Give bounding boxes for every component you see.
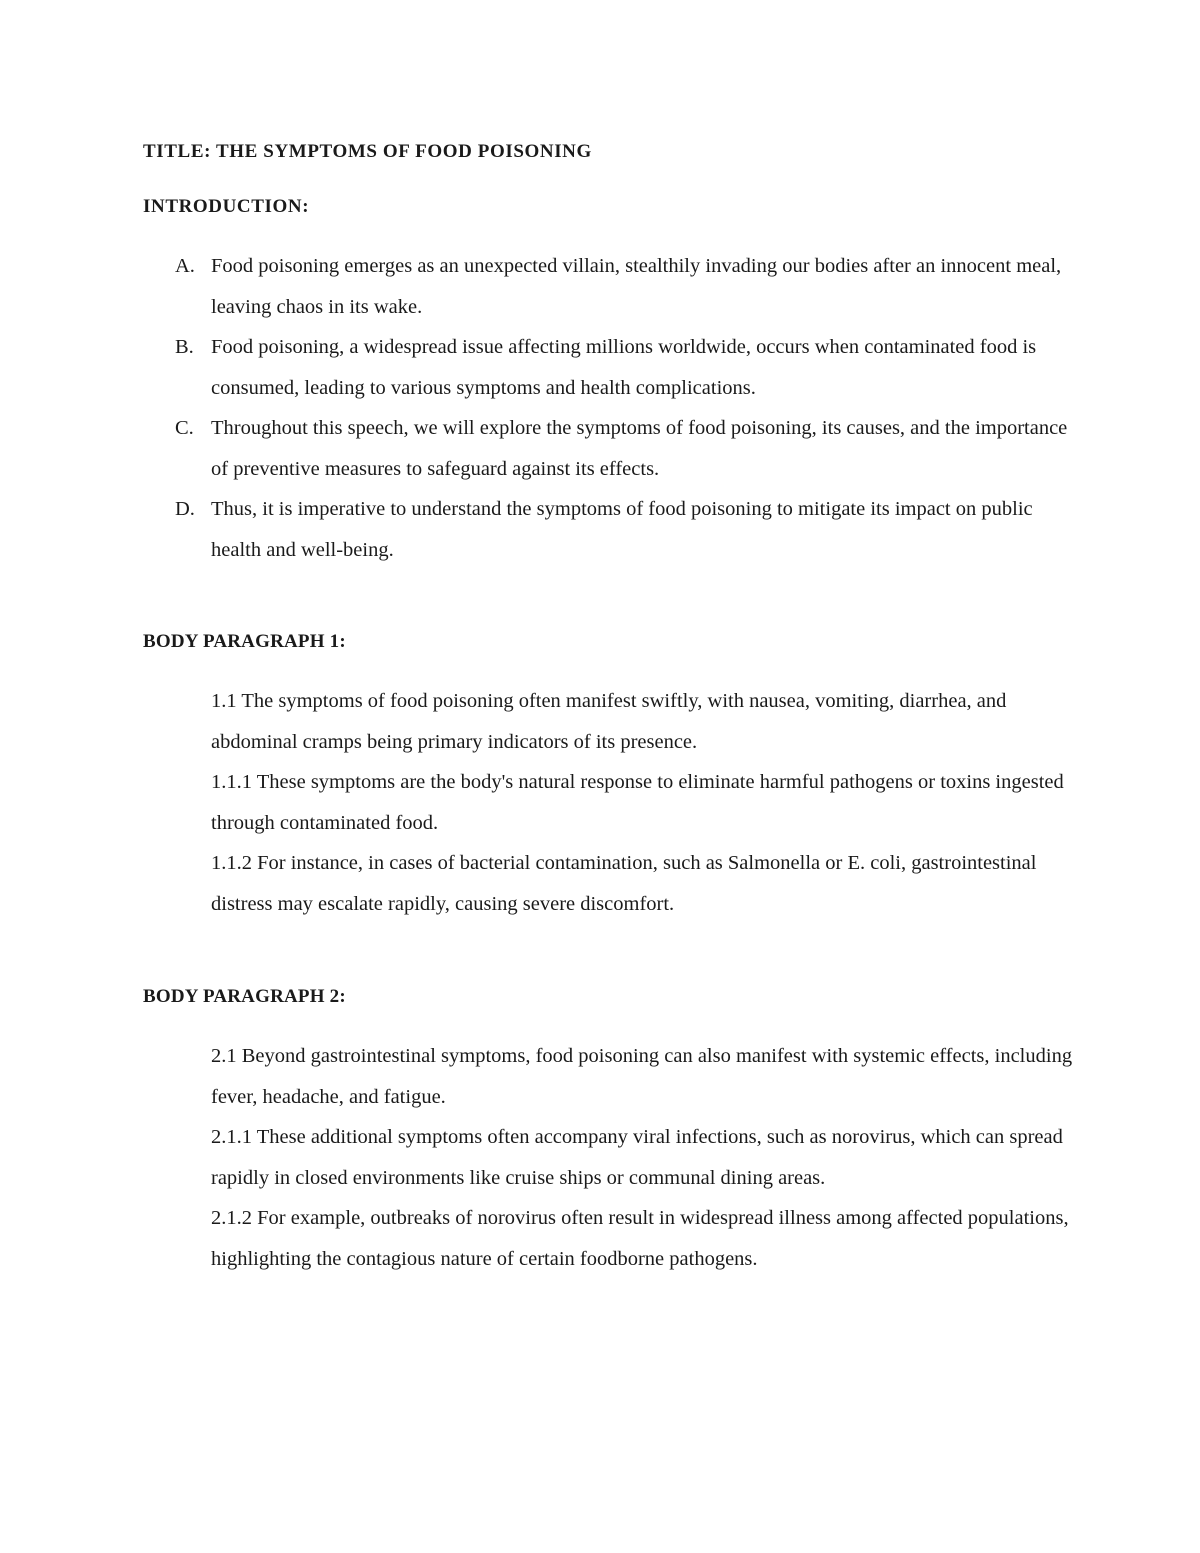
body-point-2-1-1: 2.1.1 These additional symptoms often accompany viral infections, such as norovirus, which can spread rapidly in closed environments like cruise ships or communal dining areas. (211, 1126, 1063, 1189)
body-paragraph-2-heading: BODY PARAGRAPH 2: (143, 986, 346, 1007)
intro-item-b (143, 327, 1083, 408)
list-item-text: Food poisoning emerges as an unexpected villain, stealthily invading our bodies after an innocent meal, leaving chaos in its wake. (211, 255, 1062, 318)
list-item-text: Food poisoning, a widespread issue affecting millions worldwide, occurs when contaminated food is consumed, leading to various symptoms and health complications. (211, 336, 1037, 399)
list-marker: A. (175, 255, 195, 277)
list-item-text: Throughout this speech, we will explore the symptoms of food poisoning, its causes, and the importance of preventive measures to safeguard against its effects. (211, 417, 1068, 480)
body-point-1-1: 1.1 The symptoms of food poisoning often manifest swiftly, with nausea, vomiting, diarrhea, and abdominal cramps being primary indicators of its presence. (211, 690, 1007, 753)
body-paragraph-1-heading: BODY PARAGRAPH 1: (143, 631, 346, 652)
body-point-2-1-2: 2.1.2 For example, outbreaks of norovirus often result in widespread illness among affected populations, highlighting the contagious nature of certain foodborne pathogens. (211, 1207, 1069, 1270)
intro-item-a (143, 246, 1083, 327)
list-marker: D. (175, 498, 195, 520)
document-title: TITLE: THE SYMPTOMS OF FOOD POISONING (143, 141, 592, 162)
introduction-list (143, 246, 1083, 570)
list-item-text: Thus, it is imperative to understand the symptoms of food poisoning to mitigate its impact on public health and well-being. (211, 498, 1033, 561)
body-point-2-1: 2.1 Beyond gastrointestinal symptoms, food poisoning can also manifest with systemic effects, including fever, headache, and fatigue. (211, 1045, 1073, 1108)
introduction-heading: INTRODUCTION: (143, 196, 310, 217)
list-marker: B. (175, 336, 194, 358)
intro-item-c (143, 408, 1083, 489)
body-point-1-1-2: 1.1.2 For instance, in cases of bacterial contamination, such as Salmonella or E. coli, gastrointestinal distress may escalate rapidly, causing severe discomfort. (211, 852, 1037, 915)
intro-item-d (143, 489, 1083, 570)
body-paragraph-2 (211, 1036, 1083, 1279)
body-point-1-1-1: 1.1.1 These symptoms are the body's natural response to eliminate harmful pathogens or toxins ingested through contaminated food. (211, 771, 1064, 834)
list-marker: C. (175, 417, 194, 439)
body-paragraph-1 (211, 681, 1083, 924)
